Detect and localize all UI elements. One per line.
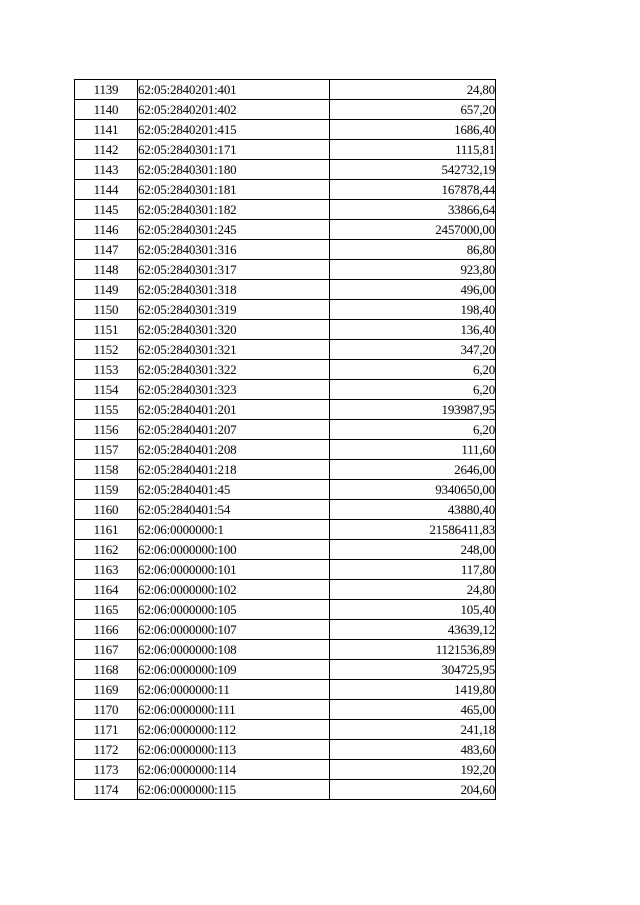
area-value-cell: 1121536,89	[330, 640, 496, 660]
area-value-cell: 167878,44	[330, 180, 496, 200]
table-row	[75, 380, 496, 400]
cadastral-number-cell: 62:05:2840401:208	[138, 440, 330, 460]
table-row	[75, 320, 496, 340]
table-row	[75, 200, 496, 220]
area-value-cell: 2646,00	[330, 460, 496, 480]
cadastral-number-cell: 62:05:2840301:171	[138, 140, 330, 160]
table-row	[75, 460, 496, 480]
cadastral-number-cell: 62:05:2840301:181	[138, 180, 330, 200]
row-number-cell: 1146	[75, 220, 138, 240]
table-row	[75, 300, 496, 320]
parcel-table	[74, 79, 496, 800]
cadastral-number-cell: 62:05:2840301:323	[138, 380, 330, 400]
table-row	[75, 220, 496, 240]
cadastral-number-cell: 62:05:2840201:401	[138, 80, 330, 100]
cadastral-number-cell: 62:06:0000000:108	[138, 640, 330, 660]
area-value-cell: 6,20	[330, 360, 496, 380]
row-number-cell: 1169	[75, 680, 138, 700]
table-row	[75, 80, 496, 100]
table-row	[75, 100, 496, 120]
table-row	[75, 580, 496, 600]
cadastral-number-cell: 62:06:0000000:101	[138, 560, 330, 580]
cadastral-number-cell: 62:05:2840301:320	[138, 320, 330, 340]
cadastral-number-cell: 62:05:2840301:319	[138, 300, 330, 320]
cadastral-number-cell: 62:06:0000000:112	[138, 720, 330, 740]
table-row	[75, 340, 496, 360]
table-row	[75, 140, 496, 160]
table-row	[75, 620, 496, 640]
row-number-cell: 1147	[75, 240, 138, 260]
cadastral-number-cell: 62:06:0000000:102	[138, 580, 330, 600]
area-value-cell: 6,20	[330, 420, 496, 440]
cadastral-number-cell: 62:05:2840201:415	[138, 120, 330, 140]
table-row	[75, 420, 496, 440]
row-number-cell: 1158	[75, 460, 138, 480]
row-number-cell: 1154	[75, 380, 138, 400]
area-value-cell: 24,80	[330, 80, 496, 100]
table-row	[75, 280, 496, 300]
area-value-cell: 86,80	[330, 240, 496, 260]
table-row	[75, 720, 496, 740]
row-number-cell: 1142	[75, 140, 138, 160]
cadastral-number-cell: 62:05:2840401:218	[138, 460, 330, 480]
row-number-cell: 1155	[75, 400, 138, 420]
cadastral-number-cell: 62:05:2840401:207	[138, 420, 330, 440]
table-row	[75, 440, 496, 460]
row-number-cell: 1167	[75, 640, 138, 660]
area-value-cell: 192,20	[330, 760, 496, 780]
cadastral-number-cell: 62:05:2840301:182	[138, 200, 330, 220]
area-value-cell: 43880,40	[330, 500, 496, 520]
row-number-cell: 1153	[75, 360, 138, 380]
area-value-cell: 21586411,83	[330, 520, 496, 540]
row-number-cell: 1170	[75, 700, 138, 720]
area-value-cell: 1686,40	[330, 120, 496, 140]
area-value-cell: 496,00	[330, 280, 496, 300]
cadastral-number-cell: 62:05:2840301:317	[138, 260, 330, 280]
cadastral-number-cell: 62:05:2840301:322	[138, 360, 330, 380]
cadastral-number-cell: 62:06:0000000:100	[138, 540, 330, 560]
table-row	[75, 360, 496, 380]
area-value-cell: 241,18	[330, 720, 496, 740]
row-number-cell: 1145	[75, 200, 138, 220]
cadastral-number-cell: 62:06:0000000:1	[138, 520, 330, 540]
cadastral-number-cell: 62:06:0000000:113	[138, 740, 330, 760]
area-value-cell: 117,80	[330, 560, 496, 580]
cadastral-number-cell: 62:05:2840301:180	[138, 160, 330, 180]
cadastral-number-cell: 62:06:0000000:114	[138, 760, 330, 780]
row-number-cell: 1139	[75, 80, 138, 100]
table-row	[75, 540, 496, 560]
area-value-cell: 2457000,00	[330, 220, 496, 240]
row-number-cell: 1157	[75, 440, 138, 460]
table-row	[75, 600, 496, 620]
row-number-cell: 1162	[75, 540, 138, 560]
row-number-cell: 1149	[75, 280, 138, 300]
row-number-cell: 1140	[75, 100, 138, 120]
table-row	[75, 160, 496, 180]
area-value-cell: 43639,12	[330, 620, 496, 640]
area-value-cell: 198,40	[330, 300, 496, 320]
row-number-cell: 1163	[75, 560, 138, 580]
area-value-cell: 204,60	[330, 780, 496, 800]
cadastral-number-cell: 62:05:2840301:316	[138, 240, 330, 260]
table-row	[75, 760, 496, 780]
row-number-cell: 1164	[75, 580, 138, 600]
table-row	[75, 500, 496, 520]
area-value-cell: 248,00	[330, 540, 496, 560]
table-row	[75, 660, 496, 680]
cadastral-number-cell: 62:05:2840401:45	[138, 480, 330, 500]
area-value-cell: 304725,95	[330, 660, 496, 680]
row-number-cell: 1148	[75, 260, 138, 280]
cadastral-number-cell: 62:05:2840301:245	[138, 220, 330, 240]
area-value-cell: 1115,81	[330, 140, 496, 160]
row-number-cell: 1168	[75, 660, 138, 680]
area-value-cell: 483,60	[330, 740, 496, 760]
row-number-cell: 1160	[75, 500, 138, 520]
table-row	[75, 700, 496, 720]
area-value-cell: 465,00	[330, 700, 496, 720]
area-value-cell: 105,40	[330, 600, 496, 620]
row-number-cell: 1150	[75, 300, 138, 320]
cadastral-number-cell: 62:06:0000000:11	[138, 680, 330, 700]
table-row	[75, 640, 496, 660]
table-row	[75, 260, 496, 280]
cadastral-number-cell: 62:06:0000000:111	[138, 700, 330, 720]
area-value-cell: 9340650,00	[330, 480, 496, 500]
area-value-cell: 6,20	[330, 380, 496, 400]
table-row	[75, 740, 496, 760]
row-number-cell: 1152	[75, 340, 138, 360]
row-number-cell: 1171	[75, 720, 138, 740]
table-row	[75, 780, 496, 800]
cadastral-number-cell: 62:06:0000000:107	[138, 620, 330, 640]
row-number-cell: 1172	[75, 740, 138, 760]
row-number-cell: 1159	[75, 480, 138, 500]
area-value-cell: 24,80	[330, 580, 496, 600]
area-value-cell: 193987,95	[330, 400, 496, 420]
row-number-cell: 1166	[75, 620, 138, 640]
area-value-cell: 923,80	[330, 260, 496, 280]
table-row	[75, 180, 496, 200]
area-value-cell: 657,20	[330, 100, 496, 120]
cadastral-number-cell: 62:05:2840401:201	[138, 400, 330, 420]
table-row	[75, 240, 496, 260]
area-value-cell: 542732,19	[330, 160, 496, 180]
cadastral-number-cell: 62:05:2840301:321	[138, 340, 330, 360]
table-row	[75, 120, 496, 140]
row-number-cell: 1141	[75, 120, 138, 140]
table-row	[75, 400, 496, 420]
cadastral-number-cell: 62:06:0000000:109	[138, 660, 330, 680]
area-value-cell: 33866,64	[330, 200, 496, 220]
area-value-cell: 347,20	[330, 340, 496, 360]
parcel-table-body	[75, 80, 496, 800]
area-value-cell: 136,40	[330, 320, 496, 340]
row-number-cell: 1173	[75, 760, 138, 780]
area-value-cell: 111,60	[330, 440, 496, 460]
table-row	[75, 480, 496, 500]
table-row	[75, 560, 496, 580]
area-value-cell: 1419,80	[330, 680, 496, 700]
cadastral-number-cell: 62:06:0000000:105	[138, 600, 330, 620]
row-number-cell: 1143	[75, 160, 138, 180]
cadastral-number-cell: 62:06:0000000:115	[138, 780, 330, 800]
row-number-cell: 1144	[75, 180, 138, 200]
row-number-cell: 1156	[75, 420, 138, 440]
cadastral-number-cell: 62:05:2840301:318	[138, 280, 330, 300]
table-row	[75, 680, 496, 700]
row-number-cell: 1151	[75, 320, 138, 340]
row-number-cell: 1161	[75, 520, 138, 540]
row-number-cell: 1174	[75, 780, 138, 800]
table-row	[75, 520, 496, 540]
cadastral-number-cell: 62:05:2840401:54	[138, 500, 330, 520]
row-number-cell: 1165	[75, 600, 138, 620]
cadastral-number-cell: 62:05:2840201:402	[138, 100, 330, 120]
